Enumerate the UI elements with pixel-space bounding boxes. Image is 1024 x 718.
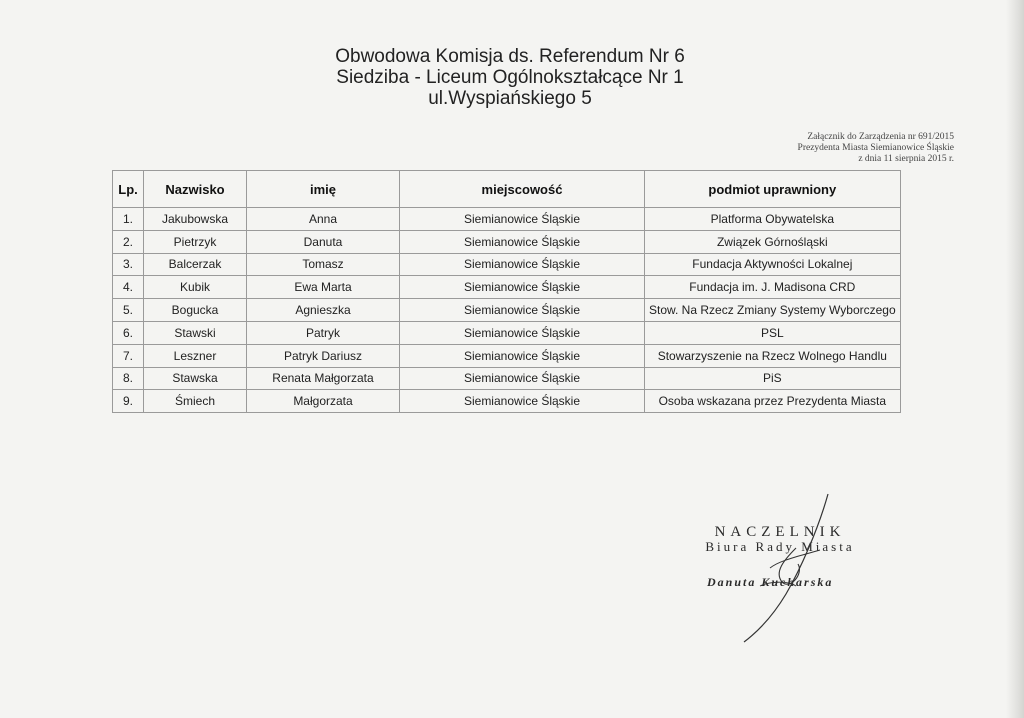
cell-podmiot: Fundacja Aktywności Lokalnej [645,253,901,276]
cell-imie: Małgorzata [247,390,400,413]
header-lp: Lp. [113,171,144,208]
stamp-subtitle: Biura Rady Miasta [705,539,855,554]
cell-lp: 6. [113,321,144,344]
table-row [113,208,901,231]
cell-nazwisko: Kubik [144,276,247,299]
page-edge-shadow [1006,0,1024,718]
cell-podmiot: Platforma Obywatelska [645,208,901,231]
cell-nazwisko: Bogucka [144,299,247,322]
attachment-line-3: z dnia 11 sierpnia 2015 r. [858,154,954,164]
cell-nazwisko: Pietrzyk [144,230,247,253]
cell-podmiot: Stow. Na Rzecz Zmiany Systemy Wyborczego [645,299,901,322]
header-nazwisko: Nazwisko [144,171,247,208]
header-imie: imię [247,171,400,208]
cell-nazwisko: Balcerzak [144,253,247,276]
cell-lp: 5. [113,299,144,322]
table-row [113,276,901,299]
cell-miejscowosc: Siemianowice Śląskie [400,276,645,299]
table-row [113,367,901,390]
header-miejscowosc: miejscowość [400,171,645,208]
header-line-address: ul.Wyspiańskiego 5 [428,88,592,109]
cell-nazwisko: Stawska [144,367,247,390]
cell-miejscowosc: Siemianowice Śląskie [400,321,645,344]
cell-podmiot: Osoba wskazana przez Prezydenta Miasta [645,390,901,413]
cell-nazwisko: Stawski [144,321,247,344]
cell-lp: 3. [113,253,144,276]
cell-lp: 9. [113,390,144,413]
cell-imie: Patryk [247,321,400,344]
cell-imie: Ewa Marta [247,276,400,299]
cell-lp: 2. [113,230,144,253]
stamp-name: Danuta Kucharska [707,575,834,589]
table-row [113,230,901,253]
cell-podmiot: Stowarzyszenie na Rzecz Wolnego Handlu [645,344,901,367]
cell-nazwisko: Jakubowska [144,208,247,231]
cell-lp: 7. [113,344,144,367]
cell-podmiot: Związek Górnośląski [645,230,901,253]
table-row [113,299,901,322]
table-row [113,344,901,367]
attachment-note [798,132,954,165]
cell-podmiot: Fundacja im. J. Madisona CRD [645,276,901,299]
cell-imie: Tomasz [247,253,400,276]
members-table [112,170,901,413]
cell-lp: 1. [113,208,144,231]
cell-miejscowosc: Siemianowice Śląskie [400,208,645,231]
cell-lp: 8. [113,367,144,390]
cell-miejscowosc: Siemianowice Śląskie [400,299,645,322]
table-header-row [113,171,901,208]
cell-miejscowosc: Siemianowice Śląskie [400,390,645,413]
document-header [300,46,720,109]
cell-imie: Danuta [247,230,400,253]
cell-lp: 4. [113,276,144,299]
handwritten-signature [700,490,860,650]
header-line-commission: Obwodowa Komisja ds. Referendum Nr 6 [335,46,685,67]
stamp-title: NACZELNIK [714,524,846,540]
cell-podmiot: PSL [645,321,901,344]
cell-miejscowosc: Siemianowice Śląskie [400,344,645,367]
attachment-line-2: Prezydenta Miasta Siemianowice Śląskie [797,143,954,153]
cell-imie: Patryk Dariusz [247,344,400,367]
cell-miejscowosc: Siemianowice Śląskie [400,367,645,390]
header-podmiot: podmiot uprawniony [645,171,901,208]
cell-nazwisko: Leszner [144,344,247,367]
table-row [113,321,901,344]
cell-imie: Anna [247,208,400,231]
header-line-seat: Siedziba - Liceum Ogólnokształcące Nr 1 [336,67,684,88]
cell-miejscowosc: Siemianowice Śląskie [400,253,645,276]
cell-imie: Agnieszka [247,299,400,322]
table-row [113,390,901,413]
cell-nazwisko: Śmiech [144,390,247,413]
attachment-line-1: Załącznik do Zarządzenia nr 691/2015 [807,132,954,142]
cell-miejscowosc: Siemianowice Śląskie [400,230,645,253]
table-row [113,253,901,276]
cell-imie: Renata Małgorzata [247,367,400,390]
cell-podmiot: PiS [645,367,901,390]
